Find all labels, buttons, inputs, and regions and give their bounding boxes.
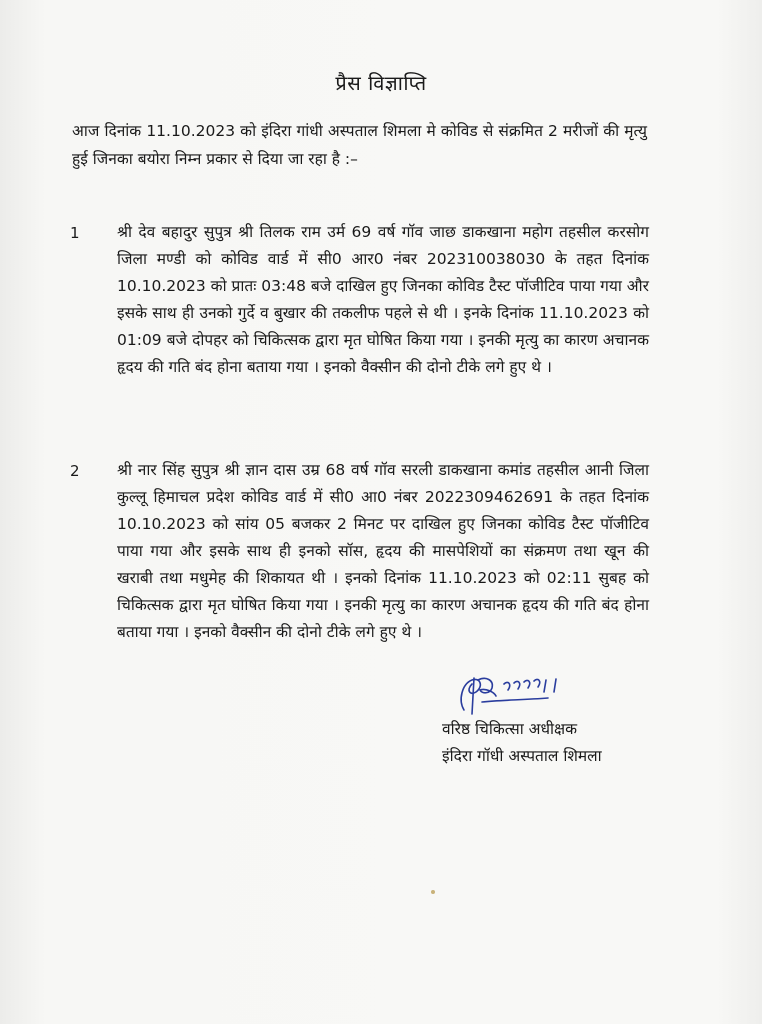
signatory-block	[442, 716, 602, 770]
item-number-1: 1	[70, 224, 80, 242]
item-number-2: 2	[70, 462, 80, 480]
intro-paragraph: आज दिनांक 11.10.2023 को इंदिरा गांधी अस्पताल शिमला मे कोविड से संक्रमित 2 मरीजों की मृत्यु हुई जिनका बयोरा निम्न प्रकार से दिया जा रहा है :–	[72, 122, 647, 168]
paper-speck	[431, 890, 435, 894]
item-text-1: श्री देव बहादुर सुपुत्र श्री तिलक राम उर्म 69 वर्ष गॉव जाछ डाकखाना महोग तहसील करसोग जिला मण्डी को कोविड वार्ड में सी0 आर0 नंबर 202310038030 के तहत दिनांक 10.10.2023 को प्रातः 03:48 बजे दाखिल हुए जिनका कोविड टैस्ट पॉजीटिव पाया गया और इसके साथ ही उनको गुर्दे व बुखार की तकलीफ पहले से थी । इनके दिनांक 11.10.2023 को 01:09 बजे दोपहर को चिकित्सक द्वारा मृत घोषित किया गया । इनकी मृत्यु का कारण अचानक हृदय की गति बंद होना बताया गया । इनको वैक्सीन की दोनो टीके लगे हुए थे ।	[117, 223, 649, 376]
handwritten-signature	[452, 670, 602, 716]
signatory-designation: वरिष्ठ चिकित्सा अधीक्षक	[442, 720, 578, 738]
document-title: प्रैस विज्ञाप्ति	[335, 71, 427, 95]
signatory-office: इंदिरा गॉधी अस्पताल शिमला	[442, 747, 602, 765]
item-text-2: श्री नार सिंह सुपुत्र श्री ज्ञान दास उम्र 68 वर्ष गॉव सरली डाकखाना कमांड तहसील आनी जिला कुल्लू हिमाचल प्रदेश कोविड वार्ड में सी0 आ0 नंबर 2022309462691 के तहत दिनांक 10.10.2023 को सांय 05 बजकर 2 मिनट पर दाखिल हुए जिनका कोविड टैस्ट पॉजीटिव पाया गया और इसके साथ ही इनको सॉस, हृदय की मासपेशियों का संक्रमण तथा खून की खराबी तथा मधुमेह की शिकायत थी । इनको दिनांक 11.10.2023 को 02:11 सुबह को चिकित्सक द्वारा मृत घोषित किया गया । इनकी मृत्यु का कारण अचानक हृदय की गति बंद होना बताया गया । इनको वैक्सीन की दोनो टीके लगे हुए थे ।	[117, 461, 649, 641]
